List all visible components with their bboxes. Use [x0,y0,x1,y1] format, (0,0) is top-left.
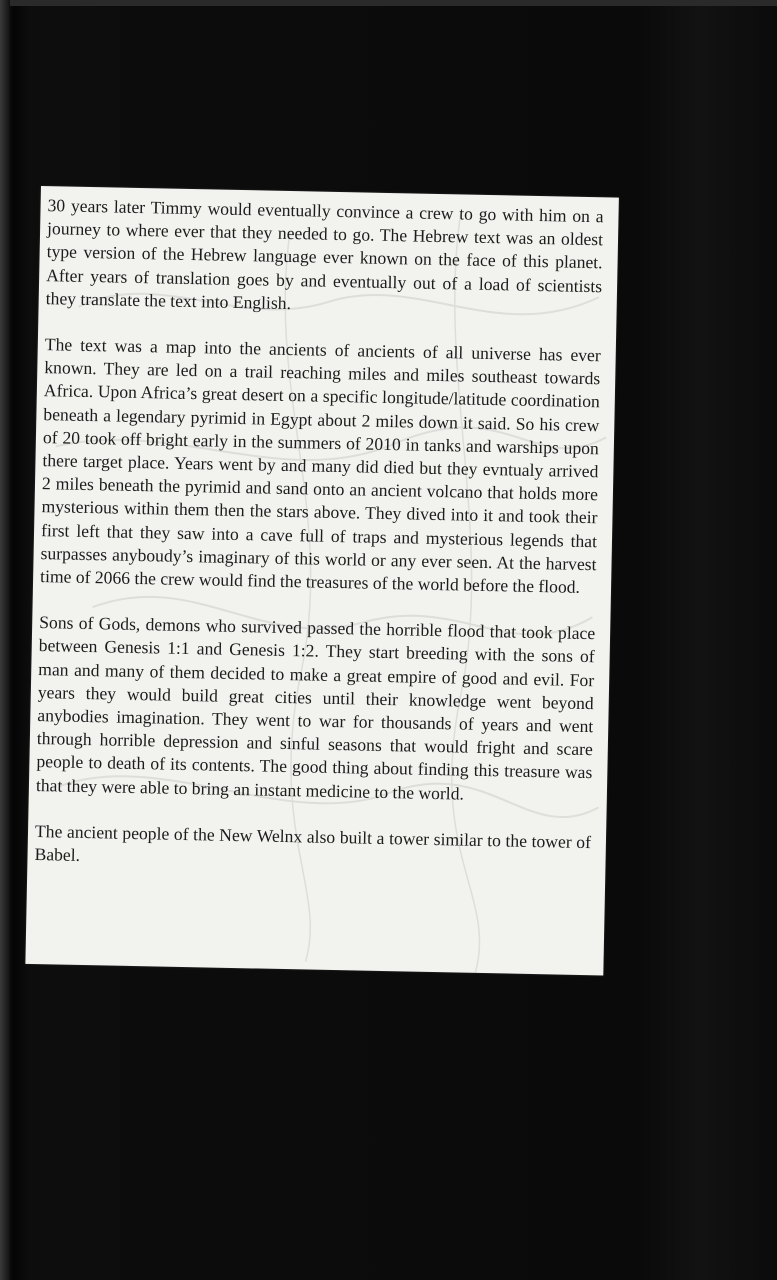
paper-clipping [25,186,618,975]
article-text [34,194,603,877]
scan-left-edge [0,0,10,1280]
paragraph-2: The text was a map into the ancients of ancients of all universe has ever known. They are led on a trail reaching miles and miles southeast towards Africa. Upon Africa’s great desert on a specific longitude/latitude coordination beneath a legendary pyrimid in Egypt about 2 miles down it said. So his crew of 20 took off bright early in the summers of 2010 in tanks and warships upon there target place. Years went by and many did died but they evntualy arrived 2 miles beneath the pyrimid and sand onto an ancient volcano that holds more mysterious within them then the stars above. They dived into it and took their first left that they saw into a cave full of traps and mysterious legends that surpasses anyboudy’s imaginary of this world or any ever seen. At the harvest time of 2066 the crew would find the treasures of the world before the flood. [39,334,601,597]
paragraph-4: The ancient people of the New Welnx also built a tower similar to the tower of Babel. [34,820,592,865]
paragraph-1: 30 years later Timmy would eventually convince a crew to go with him on a journey to where ever that they needed to go. The Hebrew text was an oldest type version of the Hebrew language ever known on the face of this planet. After years of translation goes by and eventually out of a load of scientists they translate the text into English. [45,195,604,313]
paragraph-3: Sons of Gods, demons who survived passed the horrible flood that took place between Genesis 1:1 and Genesis 1:2. They start breeding with the sons of man and many of them decided to make a great empire of good and evil. For years they would build great cities until their knowledge went beyond anybodies imagination. They went to war for thousands of years and went through horrible depression and sinful seasons that would fright and scare people to death of its contents. The good thing about finding this treasure was that they were able to bring an instant medicine to the world. [35,612,596,804]
scan-top-edge [0,0,777,6]
